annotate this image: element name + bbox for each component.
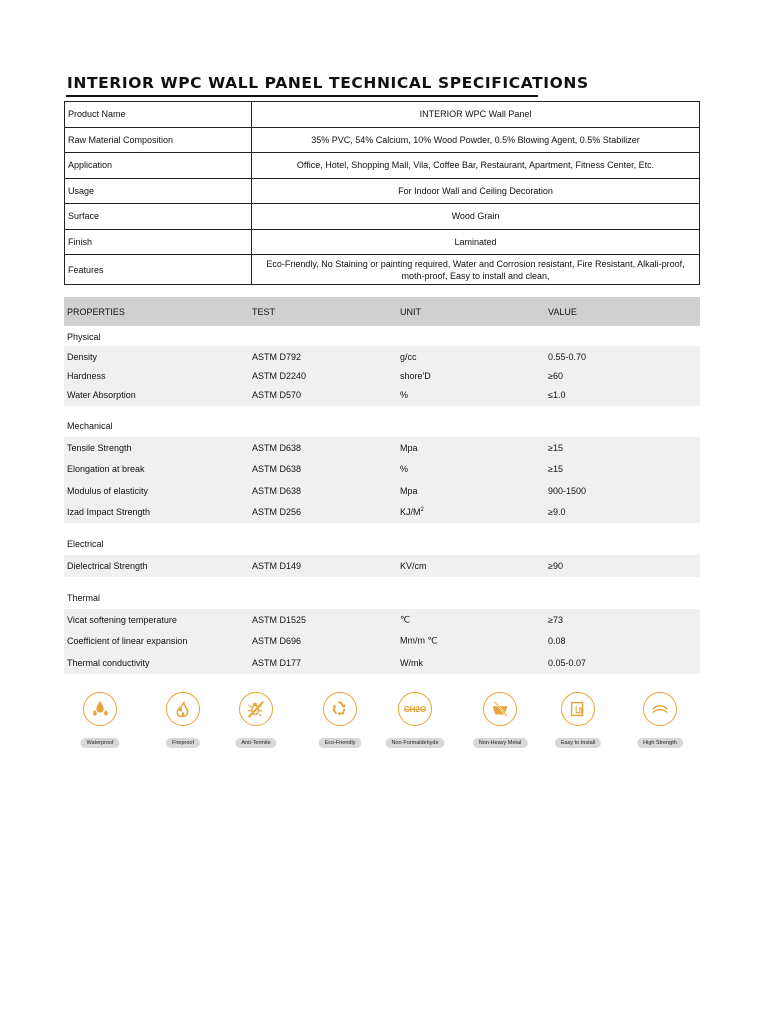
property-unit: % [400, 464, 409, 474]
property-value: ≤1.0 [548, 390, 566, 400]
spec-value: Wood Grain [252, 204, 700, 230]
group-label [64, 417, 700, 435]
property-value: ≥90 [548, 561, 563, 571]
property-value: ≥15 [548, 464, 563, 474]
group-label [64, 328, 700, 346]
spec-row [65, 153, 700, 179]
property-row [64, 438, 700, 458]
spec-table [64, 101, 700, 285]
property-unit: W/mk [400, 658, 423, 668]
property-row [64, 610, 700, 630]
spec-row [65, 204, 700, 230]
spec-value: INTERIOR WPC Wall Panel [252, 102, 700, 128]
spec-value: Laminated [252, 229, 700, 255]
property-row [64, 385, 700, 405]
property-row [64, 556, 700, 576]
property-name: Dielectrical Strength [67, 561, 148, 571]
feature-label: Waterproof [80, 738, 119, 748]
easy-to-install-icon [561, 692, 595, 726]
property-unit: $KJ/M^2$ [400, 507, 424, 517]
property-test: ASTM D696 [252, 636, 302, 646]
property-name: Vicat softening temperature [67, 615, 177, 625]
property-row [64, 502, 700, 522]
spec-value: Office, Hotel, Shopping Mall, Vila, Coffee Bar, Restaurant, Apartment, Fitness Center, Etc. [252, 153, 700, 179]
group-name: Electrical [67, 539, 104, 549]
property-value: ≥60 [548, 371, 563, 381]
feature-item [538, 692, 618, 752]
feature-item [300, 692, 380, 752]
property-test: ASTM D2240 [252, 371, 307, 381]
property-value: 0.08 [548, 636, 566, 646]
property-value: 0.05-0.07 [548, 658, 587, 668]
group-name: Thermal [67, 593, 101, 603]
non-heavy-metal-icon [483, 692, 517, 726]
property-unit: ℃ [400, 614, 411, 625]
property-row [64, 347, 700, 367]
fireproof-icon [166, 692, 200, 726]
property-unit: KV/cm [400, 561, 427, 571]
page-title: INTERIOR WPC WALL PANEL TECHNICAL SPECIFICATIONS [67, 74, 589, 92]
property-unit: Mpa [400, 443, 418, 453]
spec-key: Raw Material Composition [65, 127, 252, 153]
property-unit: Mm/m ℃ [400, 635, 438, 646]
feature-item [375, 692, 455, 752]
group-label [64, 589, 700, 607]
group-name: Mechanical [67, 421, 113, 431]
spec-key: Usage [65, 178, 252, 204]
header-value: VALUE [548, 306, 577, 317]
property-test: ASTM D638 [252, 464, 302, 474]
property-unit: Mpa [400, 486, 418, 496]
property-value: 900-1500 [548, 486, 587, 496]
spec-value: 35% PVC, 54% Calcium, 10% Wood Powder, 0.5% Blowing Agent, 0.5% Stabilizer [252, 127, 700, 153]
spec-row [65, 229, 700, 255]
spec-key: Application [65, 153, 252, 179]
property-row [64, 481, 700, 501]
feature-label: Easy to Install [555, 738, 601, 748]
property-value: 0.55-0.70 [548, 352, 587, 362]
property-name: Coefficient of linear expansion [67, 636, 188, 646]
anti-termite-icon [239, 692, 273, 726]
group-name: Physical [67, 332, 101, 342]
property-test: ASTM D570 [252, 390, 302, 400]
feature-item [216, 692, 296, 752]
property-row [64, 653, 700, 673]
property-test: ASTM D149 [252, 561, 302, 571]
spec-key: Product Name [65, 102, 252, 128]
property-name: Elongation at break [67, 464, 145, 474]
property-name: Thermal conductivity [67, 658, 150, 668]
property-value: ≥15 [548, 443, 563, 453]
spec-key: Features [65, 255, 252, 285]
property-value: ≥9.0 [548, 507, 566, 517]
spec-row [65, 102, 700, 128]
property-value: ≥73 [548, 615, 563, 625]
feature-label: Eco-Friendly [319, 738, 362, 748]
property-name: Modulus of elasticity [67, 486, 149, 496]
feature-label: Non-Heavy Metal [473, 738, 528, 748]
property-test: ASTM D1525 [252, 615, 307, 625]
feature-label: Anti-Termite [235, 738, 276, 748]
spec-key: Surface [65, 204, 252, 230]
property-row [64, 459, 700, 479]
header-properties: PROPERTIES [67, 306, 125, 317]
feature-icons [60, 692, 700, 762]
property-unit: g/cc [400, 352, 417, 362]
property-row [64, 631, 700, 651]
property-test: ASTM D177 [252, 658, 302, 668]
eco-friendly-icon [323, 692, 357, 726]
feature-label: Fireproof [166, 738, 200, 748]
property-test: ASTM D638 [252, 486, 302, 496]
header-test: TEST [252, 306, 276, 317]
feature-item [60, 692, 140, 752]
high-strength-icon [643, 692, 677, 726]
spec-key: Finish [65, 229, 252, 255]
property-name: Density [67, 352, 98, 362]
icon-mark: CH2O [403, 704, 427, 714]
spec-value: Eco-Friendly, No Staining or painting required, Water and Corrosion resistant, Fire Resistant, Alkali-proof, moth-proof, Easy to install and clean, [252, 255, 700, 285]
feature-item [143, 692, 223, 752]
property-name: Tensile Strength [67, 443, 132, 453]
waterproof-icon [83, 692, 117, 726]
feature-item [620, 692, 700, 752]
group-label [64, 535, 700, 553]
feature-item [460, 692, 540, 752]
header-unit: UNIT [400, 306, 421, 317]
property-test: ASTM D792 [252, 352, 302, 362]
title-underline [66, 95, 538, 97]
non-formaldehyde-icon [398, 692, 432, 726]
properties-header [64, 297, 700, 326]
property-unit: % [400, 390, 409, 400]
property-test: ASTM D638 [252, 443, 302, 453]
property-unit: shore'D [400, 371, 431, 381]
property-name: Hardness [67, 371, 106, 381]
property-name: Water Absorption [67, 390, 136, 400]
property-test: ASTM D256 [252, 507, 302, 517]
property-row [64, 366, 700, 386]
spec-row [65, 255, 700, 285]
unit-superscript: 2 [420, 507, 424, 513]
spec-row [65, 127, 700, 153]
spec-value: For Indoor Wall and Ceiling Decoration [252, 178, 700, 204]
feature-label: High Strength [637, 738, 683, 748]
spec-row [65, 178, 700, 204]
property-name: Izad Impact Strength [67, 507, 151, 517]
feature-label: Non-Formaldehyde [385, 738, 444, 748]
